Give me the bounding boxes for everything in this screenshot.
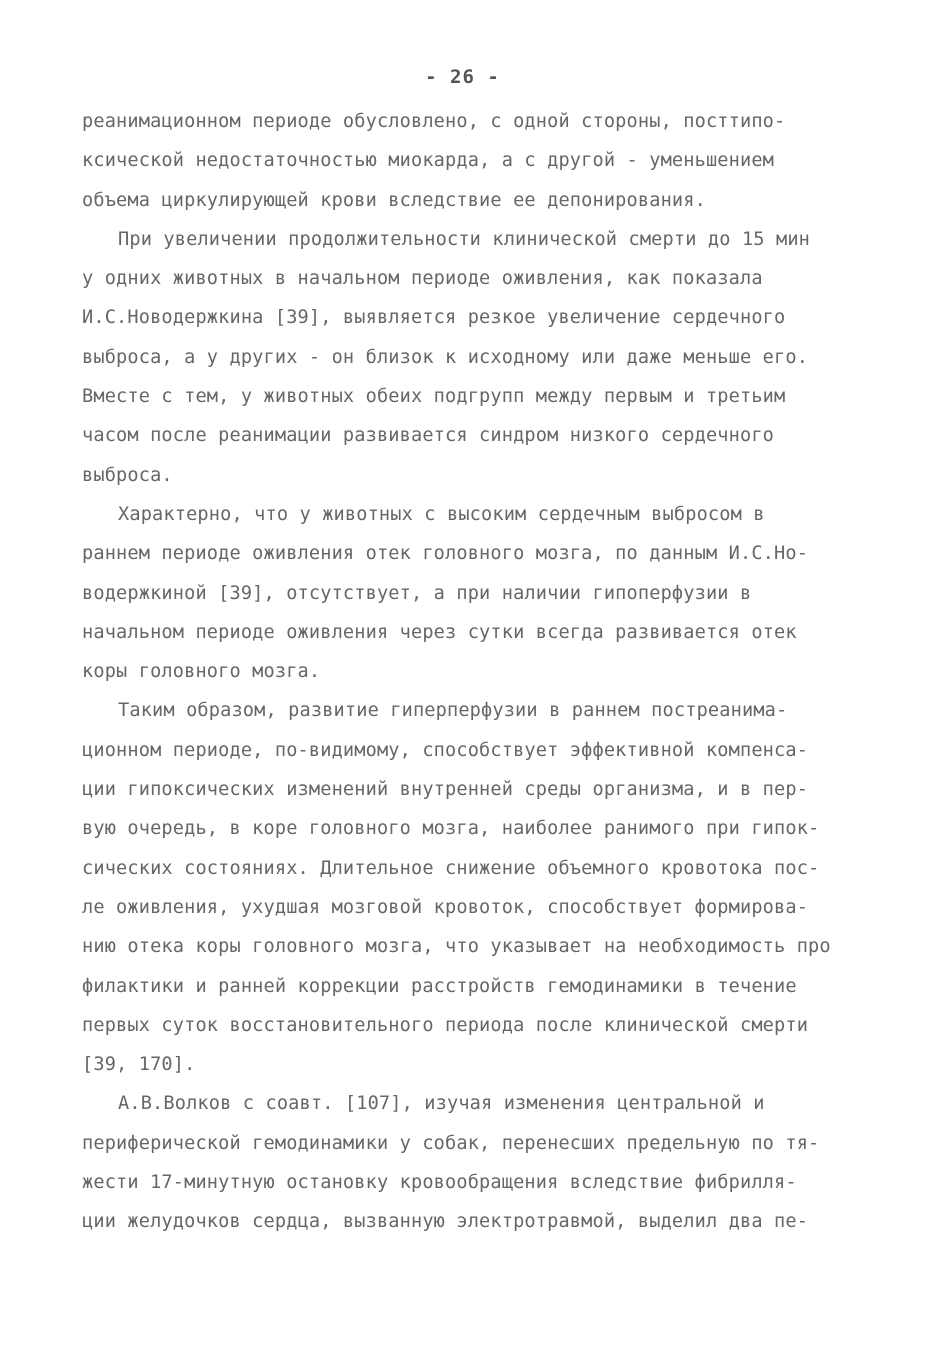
text-line: филактики и ранней коррекции расстройств гемодинамики в течение [82, 975, 797, 997]
text-line: часом после реанимации развивается синдром низкого сердечного [82, 425, 775, 447]
text-line: коры головного мозга. [82, 661, 321, 683]
text-line: периферической гемодинамики у собак, перенесших предельную по тя- [82, 1132, 820, 1154]
text-line: ксической недостаточностью миокарда, а с другой - уменьшением [82, 150, 775, 172]
paragraph-3 [82, 495, 843, 691]
text-line: раннем периоде оживления отек головного мозга, по данным И.С.Но- [82, 543, 809, 565]
text-line: ции гипоксических изменений внутренней среды организма, и в пер- [82, 779, 809, 801]
text-line: При увеличении продолжительности клинической смерти до 15 мин [118, 228, 811, 250]
text-line: выброса, а у других - он близок к исходному или даже меньше его. [82, 346, 809, 368]
text-line: [39, 170]. [82, 1054, 196, 1076]
text-line: реанимационном периоде обусловлено, с одной стороны, посттипо- [82, 111, 786, 132]
text-line: ции желудочков сердца, вызванную электротравмой, выделил два пе- [82, 1211, 809, 1233]
paragraph-4 [82, 691, 843, 1084]
text-line: Характерно, что у животных с высоким сердечным выбросом в [118, 503, 765, 525]
text-line: Таким образом, развитие гиперперфузии в раннем постреанима- [118, 700, 788, 722]
paragraph-5 [82, 1084, 843, 1241]
text-line: А.В.Волков с соавт. [107], изучая изменения центральной и [118, 1093, 765, 1115]
text-line: вую очередь, в коре головного мозга, наиболее ранимого при гипок- [82, 818, 820, 840]
text-line: ле оживления, ухудшая мозговой кровоток, способствует формирова- [82, 896, 809, 918]
text-line: ционном периоде, по-видимому, способствует эффективной компенса- [82, 739, 809, 761]
text-line: объема циркулирующей крови вследствие ее депонирования. [82, 189, 706, 211]
paragraph-1 [82, 102, 843, 220]
text-line: начальном периоде оживления через сутки всегда развивается отек [82, 621, 797, 643]
text-line: Вместе с тем, у животных обеих подгрупп между первым и третьим [82, 386, 786, 408]
text-line: у одних животных в начальном периоде оживления, как показала [82, 268, 763, 290]
text-line: сических состояниях. Длительное снижение объемного кровотока пос- [82, 857, 820, 879]
text-line: выброса. [82, 464, 173, 486]
text-line: водержкиной [39], отсутствует, а при наличии гипоперфузии в [82, 582, 752, 604]
text-line: И.С.Новодержкина [39], выявляется резкое увеличение сердечного [82, 307, 786, 329]
paragraph-2 [82, 220, 843, 495]
text-line: первых суток восстановительного периода после клинической смерти [82, 1014, 809, 1036]
text-line: жести 17-минутную остановку кровообращения вследствие фибрилля- [82, 1172, 797, 1194]
text-line: нию отека коры головного мозга, что указывает на необходимость про [82, 936, 831, 958]
page-number: - 26 - [425, 66, 500, 88]
